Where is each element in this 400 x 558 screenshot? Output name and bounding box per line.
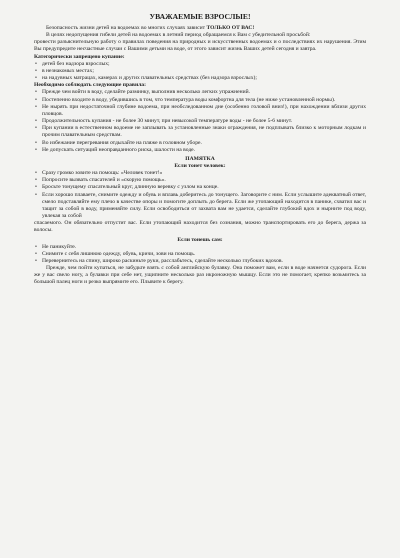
memo-heading: ПАМЯТКА <box>185 155 215 162</box>
memo-subheading: Если тонет человек: <box>174 162 226 169</box>
memo-continuation: спасаемого. Он обязательно отпустит вас. Если утопающий находится без сознания, можно транспортировать его до берега, держа за волосы. <box>34 220 366 234</box>
list-item: • Во избежание перегревания отдыхайте на пляже в головном уборе. <box>34 140 366 147</box>
list-item: • детей без надзора взрослых; <box>34 61 366 68</box>
list-item: • на надувных матрацах, камерах и других плавательных средствах (без надзора взрослых); <box>34 75 366 82</box>
list-item: • Попросите вызвать спасателей и «скорую помощь». <box>34 177 366 184</box>
prohibited-heading: Категорически запрещено купание: <box>34 53 125 60</box>
list-item: • Снимите с себя лишнюю одежду, обувь, кричи, зови на помощь. <box>34 251 366 258</box>
self-heading: Если тонешь сам: <box>177 236 223 243</box>
list-item: • Не нырять при недостаточной глубине водоема, при необследованном дне (особенно головой вниз!), при нахождении вблизи других пловцов. <box>34 104 366 118</box>
prohibited-list <box>34 61 366 82</box>
list-item: • Не паникуйте. <box>34 244 366 251</box>
list-item: • Если хорошо плаваете, снимите одежду и обувь и вплавь доберитесь до тонущего. Заговорите с ним. Если услышите адекватный ответ, смело подставляйте ему плечо в качестве опоры и помогите доплыть до берега. Если же утопающий находится в панике, схватил вас и тащит за собой в воду, применяйте силу. Если освободиться от захвата вам не удается, сделайте глубокий вдох и нырните под воду, увлекая за собой <box>34 192 366 221</box>
intro-request: В целях недопущения гибели детей на водоемах в летний период обращаемся к Вам с убедительной просьбой: <box>46 32 311 39</box>
list-item: • Бросьте тонущему спасательный круг, длинную веревку с узлом на конце. <box>34 184 366 191</box>
self-list <box>34 244 366 265</box>
intro-lead-emphasis: ТОЛЬКО ОТ ВАС! <box>206 25 255 31</box>
list-item: • Продолжительность купания - не более 30 минут, при невысокой температуре воды - не более 5-6 минут. <box>34 118 366 125</box>
list-item: • Постепенно входите в воду, убедившись в том, что температура воды комфортна для тела (не ниже установленной нормы). <box>34 97 366 104</box>
list-item: • Не допускать ситуаций неоправданного риска, шалости на воде. <box>34 147 366 154</box>
list-item: • Сразу громко зовите на помощь: «Человек тонет!» <box>34 170 366 177</box>
list-item: • в незнакомых местах; <box>34 68 366 75</box>
rules-heading: Необходимо соблюдать следующие правила: <box>34 82 146 89</box>
list-item: • Прежде чем войти в воду, сделайте разминку, выполнив несколько легких упражнений. <box>34 89 366 96</box>
closing-paragraph: Прежде, чем пойти купаться, не забудьте взять с собой английскую булавку. Она поможет вам, если в воде начнется судорога. Если же у вас свело ногу, а булавки при себе нет, ущипните несколько раз икроножную мышцу. Если это не помогает, крепко возьмитесь за большой палец ноги и резко выпрямите его. Плывите к берегу. <box>34 265 366 286</box>
list-item: • При купании в естественном водоеме не заплывать за установленные знаки ограждения, не подплывать близко к моторным лодкам и прочим плавательным средствам. <box>34 125 366 139</box>
rules-list <box>34 89 366 153</box>
list-item: • Перевернитесь на спину, широко раскиньте руки, расслабьтесь, сделайте несколько глубоких вдохов. <box>34 258 366 265</box>
document-title: УВАЖАЕМЫЕ ВЗРОСЛЫЕ! <box>149 12 251 21</box>
intro-lead-text: Безопасность жизни детей на водоемах во многих случаях зависит <box>46 25 207 31</box>
memo-list <box>34 170 366 220</box>
intro-explanation: провести разъяснительную работу о правилах поведения на природных и искусственных водоемах и о последствиях их нарушения. Этим Вы предупредите несчастные случаи с Вашими детьми на воде, от этого зависит жизнь Ваших детей сегодня и завтра. <box>34 39 366 53</box>
